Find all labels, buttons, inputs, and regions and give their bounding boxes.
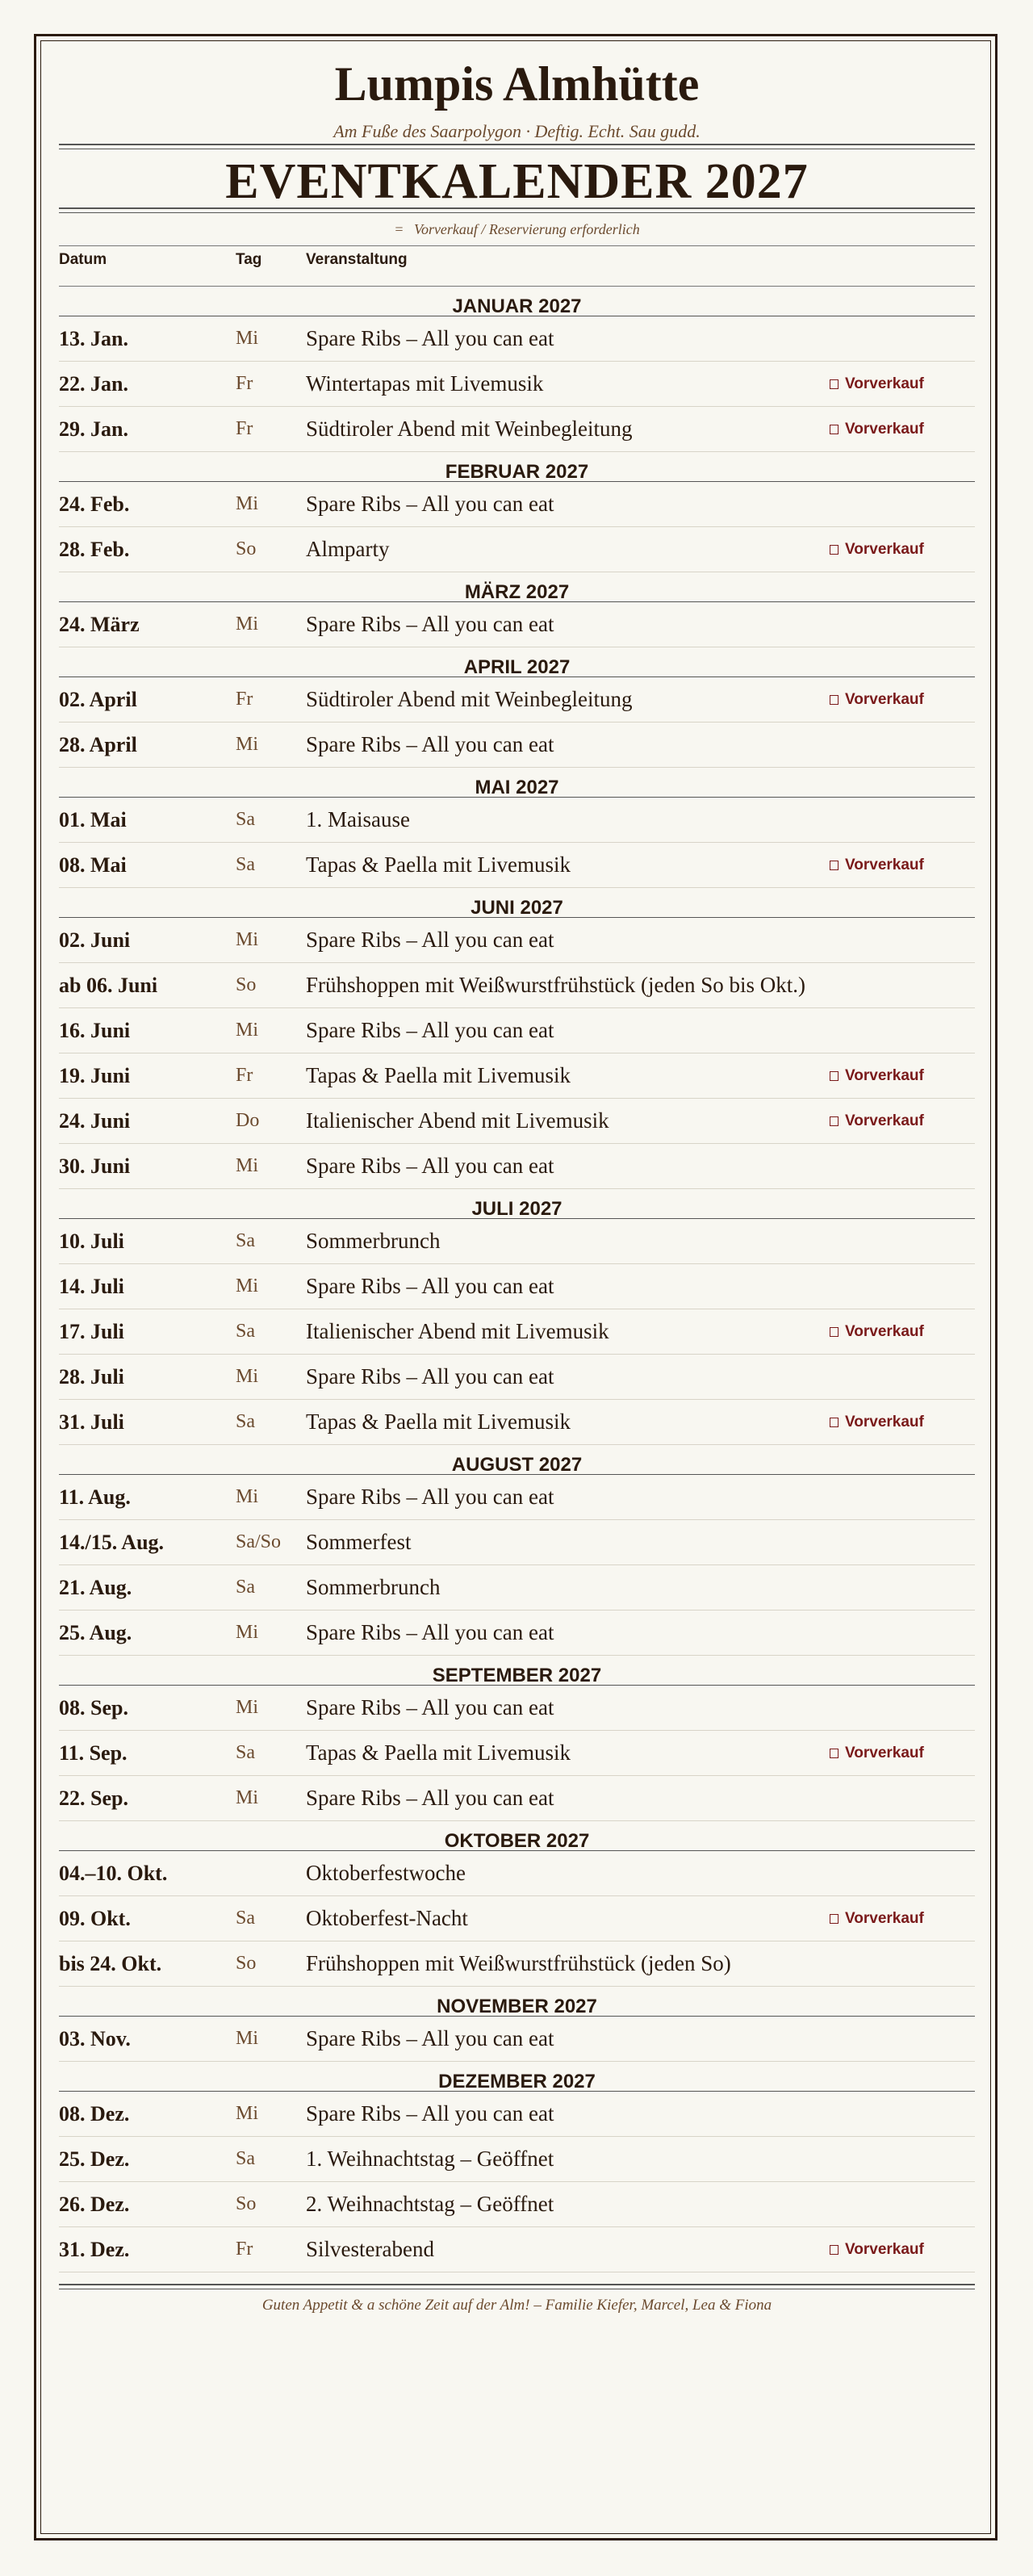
presale-label: Vorverkauf [845,690,924,708]
event-title: Spare Ribs – All you can eat [306,326,554,350]
event-title: Spare Ribs – All you can eat [306,1154,554,1178]
event-weekday: Do [236,1110,260,1131]
presale-badge [830,541,975,559]
event-title: Oktoberfestwoche [306,1861,466,1885]
event-weekday: Mi [236,2103,259,2124]
event-date: 13. Jan. [59,326,128,350]
event-row [59,1520,975,1565]
event-row [59,482,975,527]
checkbox-icon [830,425,839,434]
event-date: 10. Juli [59,1229,124,1253]
event-date: 25. Dez. [59,2147,130,2171]
presale-badge [830,1745,975,1762]
event-row [59,918,975,963]
event-date: bis 24. Okt. [59,1951,162,1975]
event-weekday: Fr [236,373,253,394]
column-header-day: Tag [236,251,262,268]
presale-badge [830,375,975,393]
event-weekday: Sa [236,1908,255,1929]
presale-badge [830,1323,975,1341]
checkbox-icon [830,1749,839,1758]
event-date: 22. Sep. [59,1786,128,1810]
event-title: Spare Ribs – All you can eat [306,732,554,756]
column-header-event: Veranstaltung [306,251,408,268]
event-date: 19. Juni [59,1063,131,1087]
event-row [59,843,975,888]
event-row [59,1475,975,1520]
event-row [59,362,975,407]
checkbox-icon [830,1071,839,1081]
event-weekday: Sa [236,1742,255,1763]
event-row [59,602,975,647]
event-date: 28. Juli [59,1364,124,1389]
month-heading: JULI 2027 [59,1189,975,1219]
event-weekday: Fr [236,689,253,710]
event-weekday: Sa [236,1577,255,1598]
event-date: 04.–10. Okt. [59,1861,168,1885]
checkbox-icon [830,1418,839,1427]
event-weekday: Fr [236,418,253,439]
event-title: Tapas & Paella mit Livemusik [306,1409,571,1434]
event-title: Spare Ribs – All you can eat [306,2101,554,2126]
event-weekday: Sa [236,1321,255,1342]
event-date: 02. Juni [59,928,131,952]
event-title: Spare Ribs – All you can eat [306,1274,554,1298]
event-title: Spare Ribs – All you can eat [306,1485,554,1509]
event-row [59,1851,975,1896]
event-date: 11. Aug. [59,1485,131,1509]
event-weekday: Sa [236,2148,255,2169]
calendar-headline: EVENTKALENDER 2027 [225,154,809,209]
event-row [59,1144,975,1189]
event-title: Sommerbrunch [306,1575,441,1599]
event-weekday: Mi [236,1366,259,1387]
event-title: 1. Weihnachtstag – Geöffnet [306,2147,554,2171]
presale-label: Vorverkauf [845,1322,924,1340]
event-weekday: Sa [236,1230,255,1251]
presale-badge [830,421,975,438]
event-weekday: Sa [236,809,255,830]
event-weekday: So [236,1953,257,1974]
event-title: 1. Maisause [306,807,410,831]
checkbox-icon [830,545,839,555]
event-row [59,1099,975,1144]
event-row [59,1264,975,1309]
event-row [59,1400,975,1445]
month-list [59,287,975,2272]
event-title: Tapas & Paella mit Livemusik [306,1740,571,1765]
event-row [59,2017,975,2062]
event-date: ab 06. Juni [59,973,158,997]
event-weekday: Fr [236,2239,253,2260]
event-date: 21. Aug. [59,1575,132,1599]
month-heading: JANUAR 2027 [59,287,975,316]
event-title: Spare Ribs – All you can eat [306,1364,554,1389]
month-heading: NOVEMBER 2027 [59,1987,975,2017]
event-title: Spare Ribs – All you can eat [306,1620,554,1644]
event-date: 28. April [59,732,137,756]
event-row [59,1008,975,1053]
event-title: Spare Ribs – All you can eat [306,2026,554,2050]
presale-label: Vorverkauf [845,1112,924,1129]
event-title: Wintertapas mit Livemusik [306,371,544,396]
event-date: 02. April [59,687,137,711]
event-title: Almparty [306,537,390,561]
presale-label: Vorverkauf [845,375,924,392]
event-title: Tapas & Paella mit Livemusik [306,852,571,877]
event-weekday: Mi [236,1787,259,1808]
event-title: Südtiroler Abend mit Weinbegleitung [306,687,633,711]
event-title: Spare Ribs – All you can eat [306,492,554,516]
event-weekday: Mi [236,328,259,349]
month-heading: MÄRZ 2027 [59,572,975,602]
event-date: 29. Jan. [59,417,128,441]
event-weekday: So [236,974,257,995]
event-row [59,963,975,1008]
event-row [59,316,975,362]
month-heading: DEZEMBER 2027 [59,2062,975,2092]
event-row [59,2182,975,2227]
event-date: 08. Dez. [59,2101,130,2126]
event-weekday: Fr [236,1065,253,1086]
checkbox-icon [830,1914,839,1924]
legend-text: Vorverkauf / Reservierung erforderlich [413,221,640,237]
month-heading: APRIL 2027 [59,647,975,677]
checkbox-icon [830,1327,839,1337]
event-row [59,798,975,843]
event-row [59,677,975,723]
event-weekday: Mi [236,929,259,950]
event-weekday: Sa [236,854,255,875]
event-weekday: Mi [236,734,259,755]
month-heading: MAI 2027 [59,768,975,798]
event-title: Tapas & Paella mit Livemusik [306,1063,571,1087]
event-row [59,1896,975,1941]
event-weekday: Mi [236,1020,259,1041]
event-title: Frühshoppen mit Weißwurstfrühstück (jeden So bis Okt.) [306,973,806,997]
event-date: 25. Aug. [59,1620,132,1644]
event-title: Südtiroler Abend mit Weinbegleitung [306,417,633,441]
event-title: Spare Ribs – All you can eat [306,1018,554,1042]
checkbox-icon [830,1116,839,1126]
event-row [59,407,975,452]
event-date: 24. März [59,612,140,636]
month-heading: JUNI 2027 [59,888,975,918]
event-calendar-page [59,48,975,2322]
event-date: 24. Feb. [59,492,130,516]
presale-label: Vorverkauf [845,540,924,558]
event-weekday: Mi [236,1155,259,1176]
event-date: 30. Juni [59,1154,131,1178]
event-row [59,723,975,768]
event-row [59,2092,975,2137]
event-row [59,1686,975,1731]
month-heading: FEBRUAR 2027 [59,452,975,482]
event-row [59,1355,975,1400]
event-title: Italienischer Abend mit Livemusik [306,1108,609,1133]
event-weekday: Mi [236,614,259,635]
checkbox-icon [830,861,839,870]
event-date: 28. Feb. [59,537,130,561]
legend-mark: = [394,221,404,237]
month-heading: OKTOBER 2027 [59,1821,975,1851]
event-date: 01. Mai [59,807,127,831]
presale-badge [830,857,975,874]
presale-badge [830,1067,975,1085]
event-date: 24. Juni [59,1108,131,1133]
event-title: Sommerfest [306,1530,412,1554]
checkbox-icon [830,2245,839,2255]
event-row [59,1611,975,1656]
checkbox-icon [830,379,839,389]
event-date: 09. Okt. [59,1906,131,1930]
presale-badge [830,1112,975,1130]
event-row [59,2137,975,2182]
event-weekday: So [236,2193,257,2214]
event-weekday: Mi [236,1275,259,1296]
checkbox-icon [830,695,839,705]
event-row [59,1565,975,1611]
event-date: 11. Sep. [59,1740,128,1765]
month-heading: AUGUST 2027 [59,1445,975,1475]
event-row [59,527,975,572]
event-row [59,1053,975,1099]
presale-label: Vorverkauf [845,856,924,873]
event-date: 14. Juli [59,1274,124,1298]
event-date: 17. Juli [59,1319,124,1343]
event-title: Italienischer Abend mit Livemusik [306,1319,609,1343]
month-heading: SEPTEMBER 2027 [59,1656,975,1686]
legend [59,213,975,246]
presale-label: Vorverkauf [845,1066,924,1084]
event-weekday: Mi [236,1697,259,1718]
event-date: 31. Dez. [59,2237,130,2261]
event-date: 08. Mai [59,852,127,877]
footer-text: Guten Appetit & a schöne Zeit auf der Alm! – Familie Kiefer, Marcel, Lea & Fiona [261,2297,772,2314]
event-weekday: Mi [236,1486,259,1507]
event-date: 08. Sep. [59,1695,128,1719]
column-header-date: Datum [59,251,107,268]
presale-badge [830,691,975,709]
event-weekday: Sa/So [236,1531,282,1552]
event-row [59,1219,975,1264]
presale-label: Vorverkauf [845,1413,924,1430]
presale-badge [830,2241,975,2259]
event-row [59,1731,975,1776]
presale-label: Vorverkauf [845,1744,924,1761]
event-date: 03. Nov. [59,2026,131,2050]
event-title: Oktoberfest-Nacht [306,1906,468,1930]
presale-label: Vorverkauf [845,1909,924,1927]
column-headers [59,246,975,287]
event-title: Spare Ribs – All you can eat [306,612,554,636]
presale-label: Vorverkauf [845,2240,924,2258]
venue-title: Lumpis Almhütte [334,57,700,111]
event-date: 14./15. Aug. [59,1530,165,1554]
event-title: Sommerbrunch [306,1229,441,1253]
event-row [59,2227,975,2272]
event-title: Spare Ribs – All you can eat [306,928,554,952]
footer-divider [59,2284,975,2289]
event-weekday: So [236,538,257,559]
event-title: 2. Weihnachtstag – Geöffnet [306,2192,554,2216]
event-title: Spare Ribs – All you can eat [306,1695,554,1719]
presale-label: Vorverkauf [845,420,924,438]
event-title: Spare Ribs – All you can eat [306,1786,554,1810]
event-row [59,1776,975,1821]
event-date: 22. Jan. [59,371,128,396]
event-date: 31. Juli [59,1409,124,1434]
presale-badge [830,1414,975,1431]
venue-subtitle: Am Fuße des Saarpolygon · Deftig. Echt. Sau gudd. [333,121,701,141]
event-weekday: Mi [236,2028,259,2049]
event-date: 16. Juni [59,1018,131,1042]
header-divider [59,144,975,149]
event-row [59,1309,975,1355]
event-weekday: Mi [236,493,259,514]
event-date: 26. Dez. [59,2192,130,2216]
presale-badge [830,1910,975,1928]
event-weekday: Mi [236,1622,259,1643]
event-title: Silvesterabend [306,2237,434,2261]
event-row [59,1941,975,1987]
event-title: Frühshoppen mit Weißwurstfrühstück (jeden So) [306,1951,731,1975]
event-weekday: Sa [236,1411,255,1432]
